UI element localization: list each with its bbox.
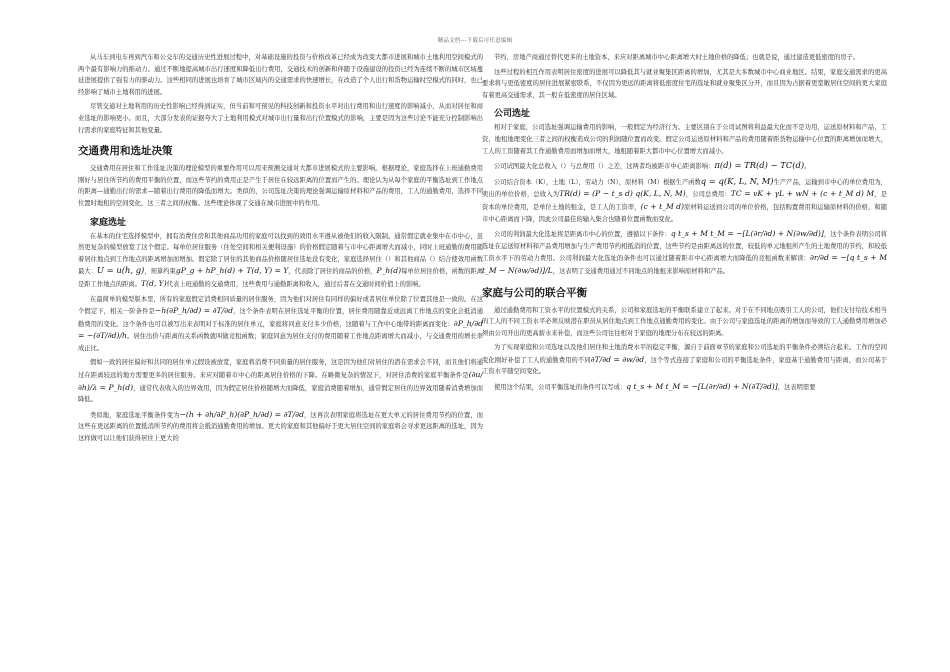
formula: T(d, Y) (140, 278, 167, 288)
subsection-heading: 公司选址 (494, 109, 531, 120)
formula: q = q(K, L, N, M) (700, 175, 774, 186)
paragraph: 公司的利润最大化选址将是距离市中心的位置，遵循以下条件：q t_s + M t_M = −[L(∂r/∂d) + N(∂w/∂d)]，这个条件表明公司将选址在运送原材料和产品费用增加与生产费用节约相抵消的位置，这些节约是由距离远的位置，较低的单元地租所产生的土地费用的节约，和较低工资水平下的劳动力费用。公司利润最大化选址的条件也可以通过随着距市中心距离增大而降低的竞租函数来解读：∂r/∂d = −[q t_s + M t_M − N(∂w/∂d)]/L，这表明了交通费用通过不同地点的地租来影响原材料和产品。 (482, 229, 888, 275)
formula: ∂r/∂d = −[q t_s + M t_M − N(∂w/∂d)]/L (482, 253, 888, 275)
formula: P_h(d) (376, 266, 402, 276)
formula: −h(∂P_h/∂d) = ∂T/∂d (154, 306, 233, 316)
paragraph: 类似地，家庭选址平衡条件变为−(h + ∂h/∂P_h)(∂P_h/∂d) = ∂T/∂d，这再次表明家庭将选址在更大单元的居住费用节约的位置，而这些在更远距离的位置抵消所节约的费用将会抵消通勤费用的增加。更大的家庭和其他偏好于更大居住空间的家庭将会寻求更远距离的选址，因为这样做可以让他们获得居住上更大的 (78, 409, 484, 443)
formula: −(h + ∂h/∂P_h)(∂P_h/∂d) = ∂T/∂d (179, 409, 304, 419)
paragraph: 相对于家庭，公司选址强调运输费用的影响，一般假定为经济行为。主要区别在于公司试图将利益最大化而不是功用，运送原材料和产品，工资，地租地理变化三者之间的权衡造成公司的利润随位置而改变。假定公司运送原材料和产品的费用随着距货物运输中心位置的距离增加而增大，工人的工资随着其工作通勤费用而增加而增大，地租随着距大都市中心位置增大而减小。 (482, 124, 887, 155)
formula: TR(d) = (P − t_s d) q(K, L, N, M) (559, 189, 686, 199)
formula: q t_s + M t_M = −[L(∂r/∂d) + N(∂T/∂d)] (626, 382, 778, 392)
paragraph: 公司结合资本（K），土地（L），劳动力（N），原材料（M）根据生产函数q = q(K, L, N, M)生产产品，运输到市中心的单位费用为，卖出的单位价格，总收入为TR(d) = (P − t_s d) q(K, L, N, M)，公司总费用：TC = vK + γL + wN + (c + t_M d) M，是资本的单位费用，是单位土地的租金，是工人的工资率，(c + t_M d)原材料运送到公司的单位价格，包括购置费用和运输原材料的价格，和随市中心距离而下降，因此公司最佳的输入集合也随着位置函数而变化。 (482, 175, 888, 223)
paragraph: 这些过程的相互作用表明居住密度的进展可以降低其与就业聚集区距离的增加，尤其是大多数城市中心商业地区。结果，家庭交通需求的更高要求将与更低密度的居住进展紧密联系，不仅因为更远的距离将低密度住宅的选址和就业聚集区分开，而且因为占据着更宽敞居住空间的更大家庭有着更高交通需求，其一般在低密度的居住区域。 (482, 68, 887, 99)
paragraph: 在基本的住宅选择模型中，拥有消费住房和其他商品功用的家庭可以找到的效用水平遵从被他们的收入限制。通常假定就业集中在市中心，虽然更复杂的模型放宽了这个假定。每单位居住服务（住处空间和相关便利设施）的价格假定随着与市中心距离增大而减小，同时上班通勤的费用随着居住地点到工作地点的距离增加而增加。假定除了居住的其他商品价格随居住选址没有变化，家庭选择居住（）和其他商品（）结合使效用函数最大：U = u(h, g)，预算约束gP_g + hP_h(d) + T(d, Y) = Y，代表除了居住的商品的价格，P_h(d)每单位居住价格，函数的距离是距工作地点的距离。T(d, Y)代表上班通勤的交通费用，这些费用与通勤距离和收入，通过后者在交通时间价值上的影响。 (78, 232, 484, 288)
paragraph: 从马车到电车再到汽车和公交车的交通历史性进展过程中，对基础设施的投资与价格改革已经成为改变大都市进展和城市土地利用空间模式的两个最有影响力的推动力。通过不断地提高城市出行速度和降低出行费用，交通技术的创新和伴随于设施建设的投资已经为连续不断的城市区域蔓延进展提供了强有力的驱动力。这些相同的进展也培育了城市区域内的交通需求的快速增长，在改造了个人出行和货物运输时空模式的同时，也已经影响了城市土地利用的进展。 (78, 54, 483, 96)
paragraph: 节约，房地产商通过替代更多的土地资本，来应对距离城市中心距离增大时土地价格的降低；也就是说，通过建造更低密度的房子。 (494, 54, 860, 61)
paragraph: 交通费用在居住和工作选址决策的理论模型的重要作用可以用来预测交通对大都市进展模式的主要影响。根据理论，家庭选择在上班通勤费用刚好与居住所节约的费用平衡的位置，而这些节约的费用正是产生于居住在较远距离的位置而产生的。理论认为从每个家庭的平衡选址到工作地点的距离—通勤出行的需求—随着出行费用的降低而增大。类似的，公司选址决策的理论强调运输原材料和产品的费用，工人的通勤费用，选择不同位置时地租的空间变化，这三者之间的权衡。这些理论体现了交通在城市进展中的作用。 (78, 165, 483, 207)
paragraph: 为了实现家庭和公司选址以及他们居住和土地消费水平的稳定平衡，源自于前面章节的家庭和公司选址的平衡条件必须结合起来。工作的空间变化刚好补偿了工人的通勤费用的不同∂T/∂d = ∂w/∂d，这个等式连接了家庭和公司的平衡选址条件，家庭基于通勤费用与距离，而公司基于工资水平随空间变化。 (482, 344, 888, 376)
formula: gP_g + hP_h(d) + T(d, Y) = Y (175, 266, 289, 276)
paragraph: 尽管交通对土地利用的历史性影响已经得到证实，但当前和可预见的科技创新和投资水平对出行费用和出行速度的影响减小，从而对居住和商业选址的影响更小。而且，大部分发表的证据夸大了土地利用模式对城市出行量和出行位置模式的影响，主要是因为这些讨论不能充分控制影响出行需求的家庭特征和其他变量。 (78, 103, 483, 134)
formula: TC = vK + γL + wN + (c + t_M d) M (730, 189, 875, 199)
formula: ∂P_h/∂d = −(∂T/∂d)/h (78, 318, 483, 341)
paragraph: 在最简单的模型版本里，所有的家庭假定消费相同质量的居住服务，因为他们对居住有同样的偏好或者居住单位除了位置其他是一致的。在这个假定下，相关一阶条件是−h(∂P_h/∂d) = ∂T/∂d，这个条件表明在居住选址平衡的位置，居住费用随靠近或远离工作地点的变化会抵消通勤费用的变化。这个条件也可以被写出来表明对于标准的居住单元，家庭将同意支付多少价格，这随着与工作中心地带的距离而变化：∂P_h/∂d = −(∂T/∂d)/h。居住出价与距离的关系函数就叫做竞租函数；家庭同意为居住支付的费用随着工作地点距离增大而减小，与交通费用的增长率成正比。 (78, 295, 484, 352)
paragraph: 假如一致的居住偏好和共同的居住单元假设被放宽，家庭将消费不同质量的居住服务，这是因为他们对居住的潜在需求会不同，而且他们将通过在距离较远的地方需要更多的居住服务。来应对随着市中心的距离居住价格的下降。在略微复杂的情况下，对居住消费的家庭平衡条件是(∂u/∂h)/λ = P_h(d)，通常代表收入的边界效用，因为假定居住价格随增大而降低，家庭消费随着增加，通常假定居住的边界效用随着消费增加而降低。 (78, 359, 483, 404)
formula: ∂T/∂d = ∂w/∂d (590, 354, 645, 364)
left-column (78, 52, 483, 448)
section-heading: 交通费用和选址决策 (78, 145, 173, 158)
paragraph: 使用这个结果，公司平衡选址的条件可以写成：q t_s + M t_M = −[L(∂r/∂d) + N(∂T/∂d)]，这表明需要 (494, 382, 816, 392)
subsection-heading: 家庭选址 (90, 217, 127, 228)
page-header: 精品文档---下载后可任意编辑 (437, 38, 513, 44)
formula: U = u(h, g) (96, 265, 145, 276)
formula: (∂u/∂h)/λ = P_h(d) (78, 370, 483, 392)
paragraph: 通过通勤费用和工资水平的位置模式的关系，公司和家庭选址的平衡联系建立了起来。对于在不同地点吸引工人的公司，他们支付给技术相当的工人的不同工资水平必须反映潜在职员从居住地点到工作地点通勤费用的变化。由于公司与家庭选址的距离的增加而导致的工人通勤费用增加必须由公司开出的更高薪水来补偿，而这些公司往往相对于家庭的地理分布在较远的距离。 (482, 306, 887, 337)
formula: q t_s + M t_M = −[L(∂r/∂d) + N(∂w/∂d)] (670, 229, 824, 239)
right-column (482, 52, 887, 397)
formula: (c + t_M d) (640, 201, 685, 211)
paragraph: 公司试图最大化总收入（）与总费用（）之差，这两者均被距市中心距离影响：π(d) = TR(d) − TC(d)。 (494, 160, 811, 171)
section-heading: 家庭与公司的联合平衡 (482, 286, 587, 299)
formula: π(d) = TR(d) − TC(d) (714, 160, 805, 171)
